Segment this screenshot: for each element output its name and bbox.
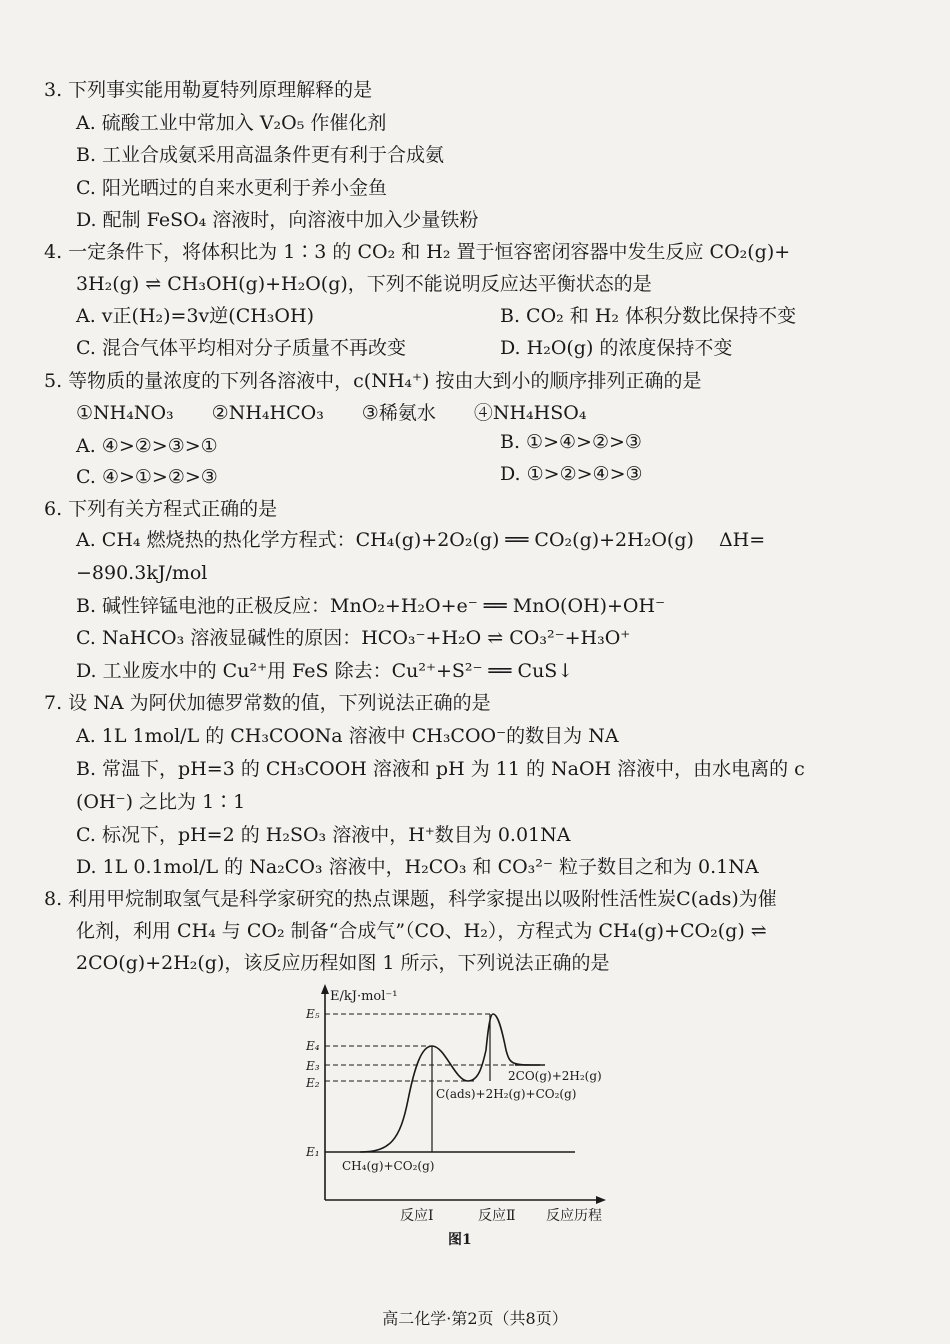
x-label-progress: 反应历程 — [546, 1208, 602, 1224]
q6-option-a-line2: −890.3kJ/mol — [76, 562, 208, 584]
q3-option-c: C. 阳光晒过的自来水更利于养小金鱼 — [76, 177, 387, 199]
q4-stem-line2: 3H₂(g) ⇌ CH₃OH(g)+H₂O(g)，下列不能说明反应达平衡状态的是 — [76, 273, 652, 295]
q4-option-a: A. v正(H₂)=3v逆(CH₃OH) — [76, 305, 314, 327]
q7-option-b-line2: (OH⁻) 之比为 1∶1 — [76, 791, 246, 813]
q4-option-c: C. 混合气体平均相对分子质量不再改变 — [76, 337, 406, 359]
level-label-e2: E₂ — [306, 1076, 320, 1090]
q3-option-d: D. 配制 FeSO₄ 溶液时，向溶液中加入少量铁粉 — [76, 209, 479, 231]
q8-stem-line1: 8. 利用甲烷制取氢气是科学家研究的热点课题，科学家提出以吸附性活性炭C(ads)为催 — [44, 888, 777, 910]
figure-caption: 图1 — [448, 1232, 472, 1248]
q4-option-b: B. CO₂ 和 H₂ 体积分数比保持不变 — [500, 305, 797, 327]
q4-option-d: D. H₂O(g) 的浓度保持不变 — [500, 337, 733, 359]
species-mid: C(ads)+2H₂(g)+CO₂(g) — [436, 1087, 577, 1101]
page-footer: 高二化学·第2页（共8页） — [382, 1309, 568, 1328]
q6-option-b: B. 碱性锌锰电池的正极反应：MnO₂+H₂O+e⁻ ══ MnO(OH)+OH⁻ — [76, 595, 666, 617]
level-label-e3: E₃ — [306, 1059, 320, 1073]
species-start: CH₄(g)+CO₂(g) — [342, 1159, 435, 1173]
q5-option-d: D. ①>②>④>③ — [500, 463, 643, 485]
q5-items: ①NH₄NO₃ ②NH₄HCO₃ ③稀氨水 ④NH₄HSO₄ — [76, 402, 587, 424]
q5-option-a: A. ④>②>③>① — [76, 435, 218, 457]
x-label-reaction-2: 反应Ⅱ — [478, 1208, 516, 1224]
q4-stem-line1: 4. 一定条件下，将体积比为 1∶3 的 CO₂ 和 H₂ 置于恒容密闭容器中发生反应 CO₂(g)+ — [44, 241, 791, 263]
q6-option-a-line1: A. CH₄ 燃烧热的热化学方程式：CH₄(g)+2O₂(g) ══ CO₂(g)+2H₂O(g) ΔH= — [76, 529, 766, 551]
q3-stem: 3. 下列事实能用勒夏特列原理解释的是 — [44, 79, 373, 101]
q6-option-c: C. NaHCO₃ 溶液显碱性的原因：HCO₃⁻+H₂O ⇌ CO₃²⁻+H₃O⁺ — [76, 627, 631, 649]
q5-option-b: B. ①>④>②>③ — [500, 431, 642, 453]
y-axis-label: E/kJ·mol⁻¹ — [330, 989, 398, 1004]
level-label-e1: E₁ — [306, 1145, 320, 1159]
q7-option-b-line1: B. 常温下，pH=3 的 CH₃COOH 溶液和 pH 为 11 的 NaOH 溶液中，由水电离的 c — [76, 758, 805, 780]
y-axis-arrow — [321, 984, 329, 994]
q7-option-a: A. 1L 1mol/L 的 CH₃COONa 溶液中 CH₃COO⁻的数目为 NA — [76, 725, 619, 747]
x-axis-arrow — [596, 1196, 606, 1204]
q7-option-d: D. 1L 0.1mol/L 的 Na₂CO₃ 溶液中，H₂CO₃ 和 CO₃²⁻ 粒子数目之和为 0.1NA — [76, 856, 759, 878]
level-label-e5: E₅ — [306, 1007, 320, 1021]
q6-option-d: D. 工业废水中的 Cu²⁺用 FeS 除去：Cu²⁺+S²⁻ ══ CuS↓ — [76, 660, 574, 682]
q8-stem-line2: 化剂，利用 CH₄ 与 CO₂ 制备“合成气”（CO、H₂），方程式为 CH₄(g)+CO₂(g) ⇌ — [76, 920, 767, 942]
x-label-reaction-1: 反应Ⅰ — [400, 1208, 434, 1224]
level-label-e4: E₄ — [306, 1039, 320, 1053]
energy-curve — [360, 1014, 540, 1152]
q7-option-c: C. 标况下，pH=2 的 H₂SO₃ 溶液中，H⁺数目为 0.01NA — [76, 824, 571, 846]
q5-option-c: C. ④>①>②>③ — [76, 466, 218, 488]
energy-profile-figure — [300, 980, 630, 1250]
q3-option-a: A. 硫酸工业中常加入 V₂O₅ 作催化剂 — [76, 112, 387, 134]
species-end: 2CO(g)+2H₂(g) — [508, 1069, 602, 1083]
q7-stem: 7. 设 NA 为阿伏加德罗常数的值，下列说法正确的是 — [44, 692, 491, 714]
q5-stem: 5. 等物质的量浓度的下列各溶液中，c(NH₄⁺) 按由大到小的顺序排列正确的是 — [44, 370, 702, 392]
q6-stem: 6. 下列有关方程式正确的是 — [44, 498, 278, 520]
q8-stem-line3: 2CO(g)+2H₂(g)，该反应历程如图 1 所示，下列说法正确的是 — [76, 952, 610, 974]
q3-option-b: B. 工业合成氨采用高温条件更有利于合成氨 — [76, 144, 445, 166]
